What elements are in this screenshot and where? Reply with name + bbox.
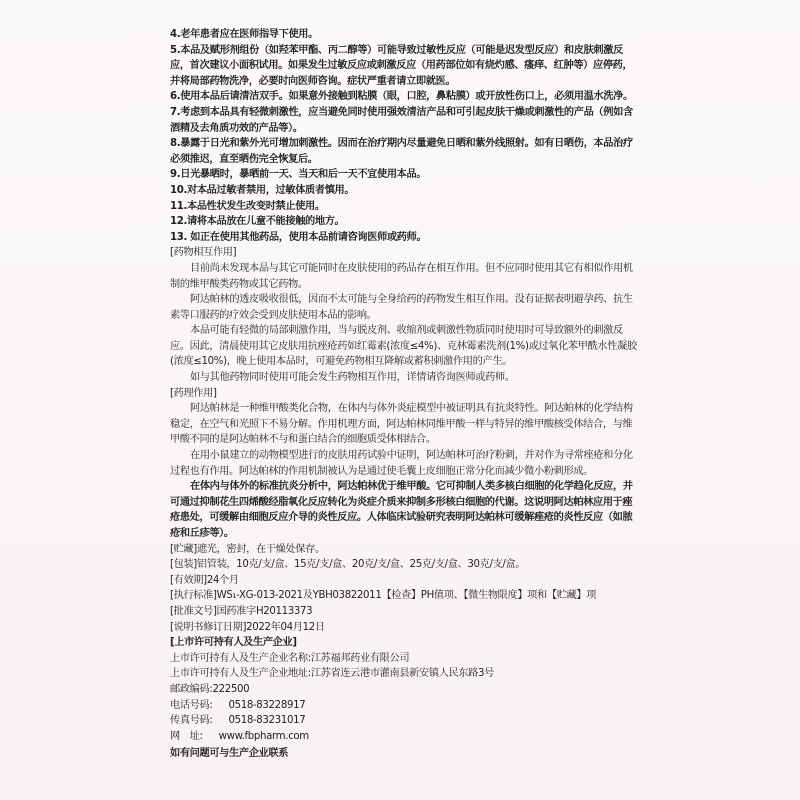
interaction-paragraph: 本品可能有轻微的局部刺激作用，当与脱皮剂、收缩剂或刺激性物质同时使用时可导致额外的刺激反应。因此，清晨使用其它皮肤用抗痤疮药如红霉素(浓度≤4%)、克林霉素洗剂(1%)或过氧化苯甲酰水性凝胶(浓度≤10%)，晚上使用本品时，可避免药物相互降解或蓄积刺激作用的产生。 [170,325,637,368]
storage-line: [贮藏]遮光，密封，在干燥处保存。 [170,543,325,555]
caution-item-6: 6.使用本品后请清洁双手。如果意外接触到粘膜（眼，口腔，鼻粘膜）或开放性伤口上，必须用温水洗净。 [170,91,633,103]
fax-line [170,713,638,729]
leaflet-content [170,27,638,762]
holder-address-label: 上市许可持有人及生产企业地址: [170,668,311,680]
pharmacology-paragraph: 阿达帕林是一种维甲酸类化合物，在体内与体外炎症模型中被证明具有抗炎特性。阿达帕林的化学结构稳定，在空气和光照下不易分解。作用机理方面，阿达帕林同维甲酸一样与特异的维甲酸核受体结合，与维甲酸不同的是阿达帕林不与和蛋白结合的细胞质受体相结合。 [170,403,633,446]
website-label: 网 址: [170,730,203,742]
caution-item-12: 12.请将本品放在儿童不能接触的地方。 [170,216,345,228]
holder-address-value: 江苏省连云港市灌南县新安镇人民东路3号 [310,668,495,680]
caution-item-5: 5.本品及赋形剂组份（如羟苯甲酯、丙二醇等）可能导致过敏性反应（可能是迟发型反应）和皮肤刺激反应，首次建议小面积试用。如果发生过敏反应或刺激反应（用药部位如有烧灼感、瘙痒、红肿等）应停药，并将局部药物洗净，必要时向医师咨询。症状严重者请立即就医。 [170,44,633,87]
pharmacology-heading: [药理作用] [170,387,217,399]
caution-item-7: 7.考虑到本品具有轻微刺激性，应当避免同时使用强效清洁产品和可引起皮肤干燥或刺激性的产品（例如含酒精及去角质功效的产品等）。 [170,106,633,134]
caution-item-4: 4.老年患者应在医师指导下使用。 [170,29,318,40]
pharmacology-paragraph: 在体内与体外的标准抗炎分析中，阿达帕林优于维甲酸。它可抑制人类多核白细胞的化学趋化反应，并可通过抑制花生四烯酸经脂氧化反应转化为炎症介质来抑制多形核白细胞的代谢。这说明阿达帕林应用于痤疮患处，可缓解由细胞反应介导的炎性反应。人体临床试验研究表明阿达帕林可缓解痤疮的炎性反应（如脓疮和丘疹等）。 [170,481,633,539]
caution-item-13: 13. 如正在使用其他药品，使用本品前请咨询医师或药师。 [170,231,427,243]
zip-value: 222500 [212,683,250,695]
holder-name-line [170,651,638,667]
interaction-heading: [药物相互作用] [170,247,237,259]
caution-item-9: 9.日光暴晒时，暴晒前一天、当天和后一天不宜使用本品。 [170,169,427,181]
fax-label: 传真号码: [170,715,213,727]
caution-item-11: 11.本品性状发生改变时禁止使用。 [170,200,325,212]
revision-line: [说明书修订日期]2022年04月12日 [170,621,325,633]
validity-line: [有效期]24个月 [170,574,239,586]
website-line [170,729,638,745]
caution-item-10: 10.对本品过敏者禁用，过敏体质者慎用。 [170,184,355,196]
fax-value: 0518-83231017 [228,715,306,727]
package-line: [包装]铝管装，10克/支/盒、15克/支/盒、20克/支/盒、25克/支/盒、30克/支/盒。 [170,559,526,571]
website-value: www.fbpharm.com [218,730,309,742]
interaction-paragraph: 阿达帕林的透皮吸收很低，因而不太可能与全身给药的药物发生相互作用。没有证据表明避孕药、抗生素等口服药的疗效会受到皮肤使用本品的影响。 [170,294,633,321]
contact-footer: 如有问题可与生产企业联系 [170,748,289,760]
pharmacology-paragraph: 在用小鼠建立的动物模型进行的皮肤用药试验中证明，阿达帕林可治疗粉刺，并对作为寻常痤疮和分化过程也有作用。阿达帕林的作用机制被认为是通过使毛囊上皮细胞正常分化而减少微小粉刺形成。 [170,450,633,477]
holder-address-line [170,666,638,682]
phone-line [170,698,638,714]
holder-name-value: 江苏福邦药业有限公司 [310,652,410,664]
interaction-paragraph: 目前尚未发现本品与其它可能同时在皮肤使用的药品存在相互作用。但不应同时使用其它有相似作用机制的维甲酸类药物或其它药物。 [170,262,633,290]
holder-name-label: 上市许可持有人及生产企业名称: [170,652,311,664]
zip-label: 邮政编码: [170,683,213,695]
approval-line: [批准文号]国药准字H20113373 [170,605,313,617]
zip-line [170,682,638,698]
phone-value: 0518-83228917 [228,699,306,711]
standard-line: [执行标准]WS₁-XG-013-2021及YBH03822011【检查】PH值项、【微生物限度】项和【贮藏】项 [170,590,597,602]
interaction-paragraph: 如与其他药物同时使用可能会发生药物相互作用，详情请咨询医师或药师。 [190,372,515,384]
caution-item-8: 8.暴露于日光和紫外光可增加刺激性。因而在治疗期内尽量避免日晒和紫外线照射。如有日晒伤，本品治疗必须推迟，直至晒伤完全恢复后。 [170,138,633,165]
phone-label: 电话号码: [170,699,213,711]
holder-heading: [上市许可持有人及生产企业] [170,637,297,649]
